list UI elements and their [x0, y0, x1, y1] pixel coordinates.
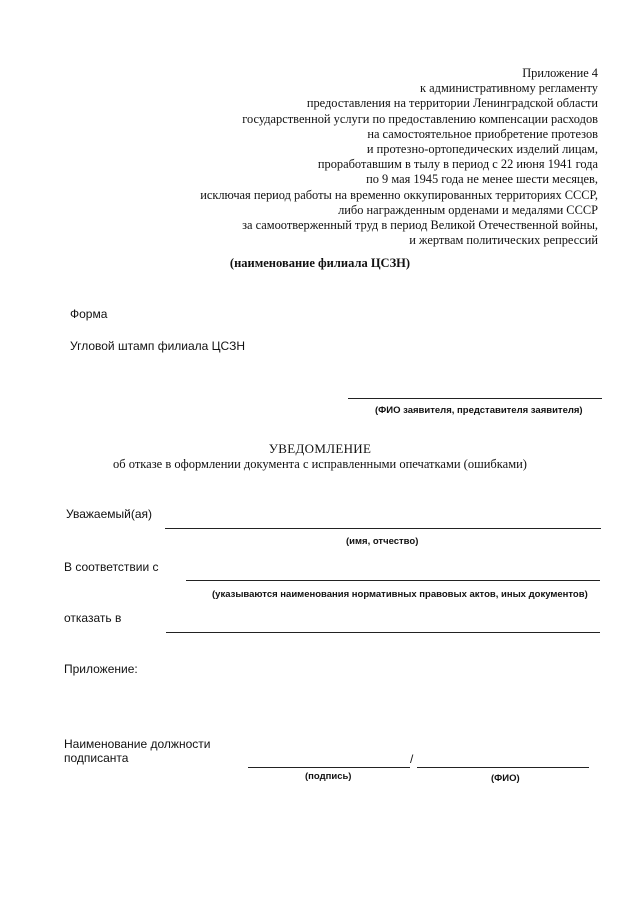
name-caption: (ФИО)	[491, 773, 520, 784]
annex-line: на самостоятельное приобретение протезов	[367, 126, 598, 141]
signature-line[interactable]	[248, 767, 410, 768]
signer-name-line[interactable]	[417, 767, 589, 768]
annex-line: государственной услуги по предоставлению компенсации расходов	[242, 111, 598, 126]
form-label: Форма	[70, 307, 108, 321]
annex-line: предоставления на территории Ленинградской области	[306, 96, 598, 111]
position-label-line2: подписанта	[64, 751, 129, 765]
annex-line: исключая период работы на временно оккупированных территориях СССР,	[200, 187, 598, 202]
dear-caption: (имя, отчество)	[346, 536, 419, 547]
accordance-label: В соответствии с	[64, 560, 159, 574]
annex-line: и жертвам политических репрессий	[409, 233, 598, 248]
applicant-caption: (ФИО заявителя, представителя заявителя)	[375, 405, 583, 416]
stamp-label: Угловой штамп филиала ЦСЗН	[70, 339, 245, 353]
refuse-label: отказать в	[64, 611, 122, 625]
branch-name: (наименование филиала ЦСЗН)	[229, 256, 411, 270]
annex-line: за самоотверженный труд в период Великой Отечественной войны,	[242, 218, 598, 233]
position-label-line1: Наименование должности	[64, 737, 211, 751]
annex-line: и протезно-ортопедических изделий лицам,	[366, 142, 598, 157]
applicant-name-line[interactable]	[348, 398, 602, 399]
attachment-label: Приложение:	[64, 662, 138, 676]
annex-line: к административному регламенту	[420, 81, 598, 96]
accordance-line[interactable]	[186, 580, 600, 581]
signature-separator: /	[410, 752, 414, 766]
notice-title: УВЕДОМЛЕНИЕ	[268, 441, 372, 456]
refuse-line[interactable]	[166, 632, 600, 633]
dear-label: Уважаемый(ая)	[66, 507, 152, 521]
dear-name-line[interactable]	[165, 528, 601, 529]
annex-line: по 9 мая 1945 года не менее шести месяцев,	[366, 172, 598, 187]
annex-header	[78, 66, 598, 248]
annex-line: проработавшим в тылу в период с 22 июня 1941 года	[317, 157, 598, 172]
annex-line: либо награжденным орденами и медалями СССР	[338, 202, 598, 217]
accordance-caption: (указываются наименования нормативных правовых актов, иных документов)	[212, 589, 588, 600]
sign-caption: (подпись)	[305, 771, 352, 782]
annex-line: Приложение 4	[522, 66, 598, 80]
notice-subtitle: об отказе в оформлении документа с исправленными опечатками (ошибками)	[113, 457, 527, 471]
